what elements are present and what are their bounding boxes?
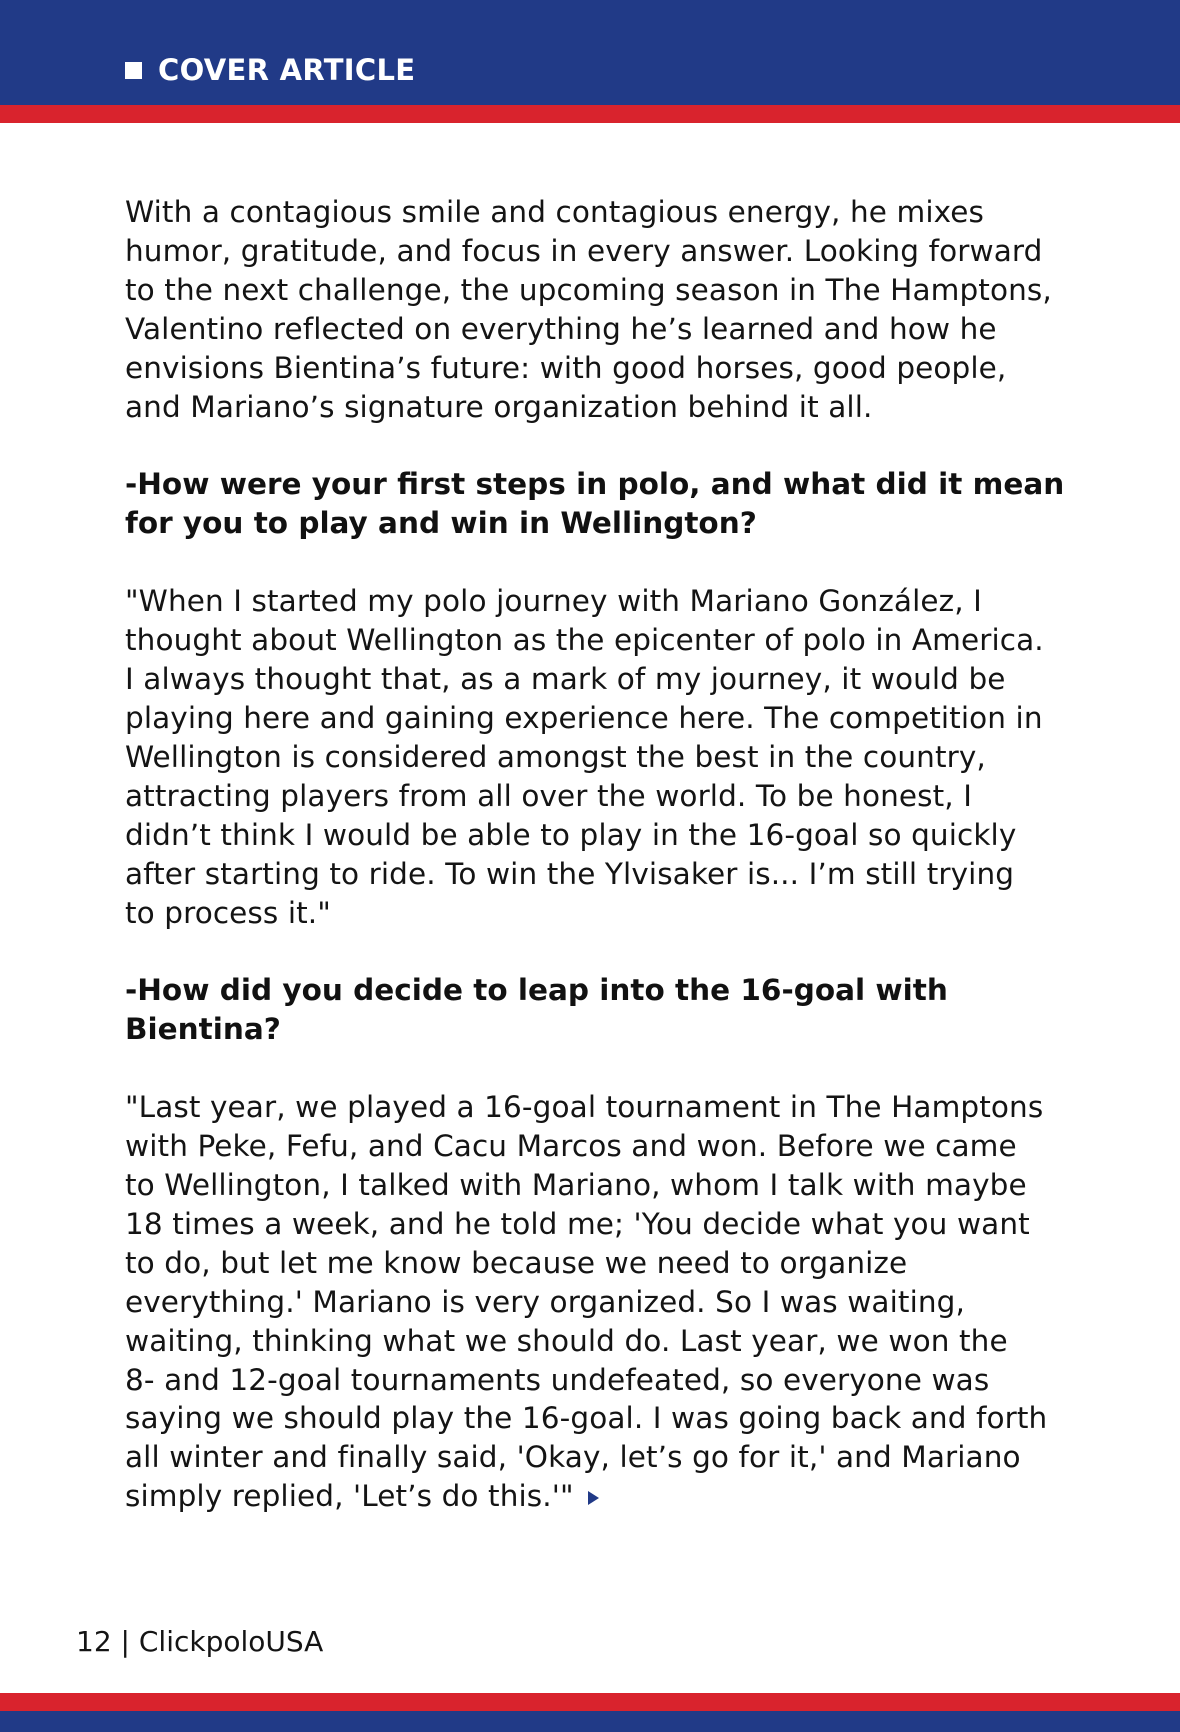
text-line: 8- and 12-goal tournaments undefeated, so everyone was [125, 1362, 990, 1397]
text-line: "When I started my polo journey with Mariano González, I [125, 584, 982, 619]
text-line: thought about Wellington as the epicenter of polo in America. [125, 623, 1044, 658]
text-line: everything.' Mariano is very organized. So I was waiting, [125, 1284, 965, 1319]
text-line: waiting, thinking what we should do. Last year, we won the [125, 1323, 1008, 1358]
text-line: "Last year, we played a 16-goal tournament in The Hamptons [125, 1090, 1044, 1125]
text-line: to do, but let me know because we need to organize [125, 1245, 908, 1280]
square-bullet-icon [125, 62, 142, 79]
text-line: With a contagious smile and contagious energy, he mixes [125, 195, 985, 229]
text-line: humor, gratitude, and focus in every answer. Looking forward [125, 233, 1043, 268]
text-line: simply replied, 'Let’s do this.'" [125, 1479, 574, 1514]
text-line: -How were your first steps in polo, and what did it mean [125, 467, 1065, 502]
text-line: I always thought that, as a mark of my journey, it would be [125, 662, 1006, 697]
question-2 [125, 971, 1085, 1049]
answer-1 [125, 582, 1085, 932]
text-line: attracting players from all over the world. To be honest, I [125, 778, 973, 813]
article-body [125, 193, 1085, 1555]
question-1 [125, 465, 1085, 543]
answer-2 [125, 1088, 1085, 1516]
text-line: to process it." [125, 895, 331, 930]
text-line: after starting to ride. To win the Ylvisaker is... I’m still trying [125, 856, 1015, 891]
text-line: all winter and finally said, 'Okay, let’s go for it,' and Mariano [125, 1440, 1021, 1475]
text-line: Valentino reflected on everything he’s learned and how he [125, 311, 997, 346]
section-label [125, 50, 415, 90]
text-line: to Wellington, I talked with Mariano, whom I talk with maybe [125, 1168, 1027, 1203]
text-line: and Mariano’s signature organization behind it all. [125, 389, 873, 424]
text-line: playing here and gaining experience here. The competition in [125, 700, 1043, 735]
page-footer: 12 | ClickpoloUSA [76, 1625, 324, 1658]
continue-arrow-icon [588, 1491, 599, 1505]
footer-stripe [0, 1693, 1180, 1711]
text-line: to the next challenge, the upcoming season in The Hamptons, [125, 272, 1052, 307]
text-line: for you to play and win in Wellington? [125, 506, 757, 541]
text-line: saying we should play the 16-goal. I was going back and forth [125, 1401, 1048, 1436]
text-line: 18 times a week, and he told me; 'You decide what you want [125, 1206, 1030, 1241]
text-line: -How did you decide to leap into the 16-goal with [125, 973, 948, 1008]
text-line: Bientina? [125, 1012, 281, 1047]
text-line: Wellington is considered amongst the best in the country, [125, 739, 986, 774]
text-line: didn’t think I would be able to play in the 16-goal so quickly [125, 817, 1017, 852]
section-label-text: COVER ARTICLE [158, 53, 416, 87]
header-stripe [0, 105, 1180, 123]
footer-band [0, 1711, 1180, 1732]
intro-paragraph [125, 193, 1085, 426]
text-line: envisions Bientina’s future: with good horses, good people, [125, 350, 1007, 385]
text-line: with Peke, Fefu, and Cacu Marcos and won. Before we came [125, 1129, 1017, 1164]
